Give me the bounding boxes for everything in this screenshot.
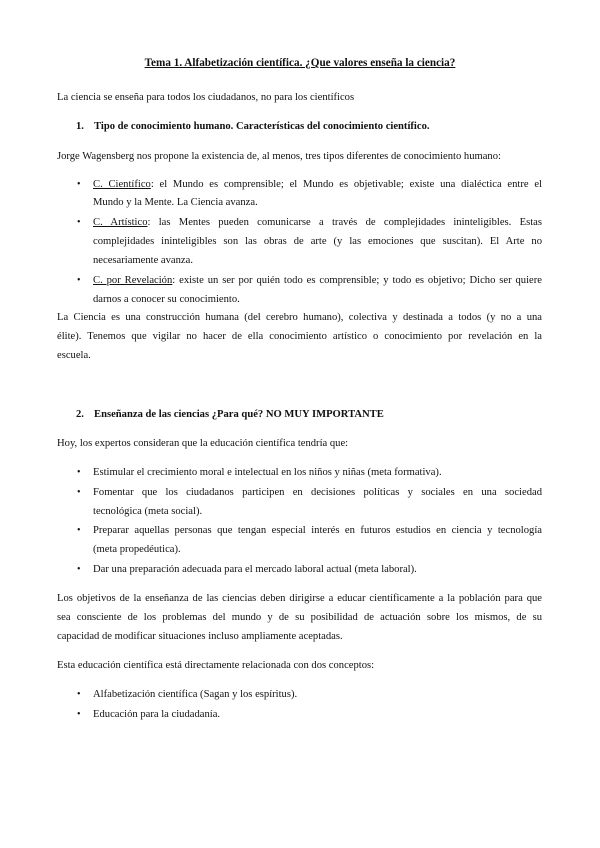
section-1-heading: Tipo de conocimiento humano. Características del conocimiento científico. — [94, 121, 430, 132]
knowledge-text: : el Mundo es comprensible; el Mundo es objetivable; existe una dialéctica entre el — [150, 179, 542, 190]
bullet-icon: • — [77, 487, 81, 498]
bullet-icon: • — [77, 179, 81, 190]
knowledge-text: : existe un ser por quién todo es comprensible; y todo es objetivo; Dicho ser quiere — [172, 275, 542, 286]
section-2-number: 2. — [76, 409, 84, 420]
section-1-intro: Jorge Wagensberg nos propone la existencia de, al menos, tres tipos diferentes de conocimiento humano: — [57, 151, 501, 162]
intro-text: La ciencia se enseña para todos los ciudadanos, no para los científicos — [57, 92, 355, 103]
goal-item: Fomentar que los ciudadanos participen en decisiones políticas y sociales en una sociedad — [93, 487, 542, 498]
knowledge-text-line: Mundo y la Mente. La Ciencia avanza. — [93, 197, 258, 208]
bullet-icon: • — [77, 217, 81, 228]
concept-item: Educación para la ciudadanía. — [93, 709, 221, 720]
concept-item: Alfabetización científica (Sagan y los espíritus). — [93, 689, 298, 700]
knowledge-term: C. Artístico — [93, 217, 148, 228]
knowledge-text-line: complejidades ininteligibles son las obras de arte (y las emociones que suscitan). El Arte no — [93, 236, 542, 247]
page-title: Tema 1. Alfabetización científica. ¿Que valores enseña la ciencia? — [144, 57, 456, 69]
knowledge-item-artistic — [93, 216, 542, 229]
section-2-paragraph-line: capacidad de modificar situaciones incluso ampliamente aceptadas. — [57, 631, 343, 642]
section-1-paragraph-line: escuela. — [57, 350, 91, 361]
section-2-paragraph-line: Los objetivos de la enseñanza de las ciencias deben dirigirse a educar científicamente a la población para que — [57, 593, 542, 604]
section-2-intro: Hoy, los expertos consideran que la educación científica tendría que: — [57, 438, 349, 449]
goal-item: Estimular el crecimiento moral e intelectual en los niños y niñas (meta formativa). — [93, 467, 442, 478]
knowledge-item-revelation — [93, 274, 542, 287]
knowledge-text: : las Mentes pueden comunicarse a través de complejidades ininteligibles. Estas — [147, 217, 542, 228]
goal-item: Dar una preparación adecuada para el mercado laboral actual (meta laboral). — [93, 564, 417, 575]
goal-item-line: (meta propedéutica). — [93, 544, 181, 555]
bullet-icon: • — [77, 689, 81, 700]
bullet-icon: • — [77, 709, 81, 720]
knowledge-item-scientific — [93, 178, 542, 191]
knowledge-term: C. por Revelación — [93, 275, 173, 286]
section-1-number: 1. — [76, 121, 84, 132]
bullet-icon: • — [77, 564, 81, 575]
bullet-icon: • — [77, 525, 81, 536]
section-2-paragraph-line: sea consciente de los problemas del mundo y de su posibilidad de actuación sobre los mismos, de su — [57, 612, 542, 623]
bullet-icon: • — [77, 467, 81, 478]
goal-item: Preparar aquellas personas que tengan especial interés en futuros estudios en ciencia y tecnología — [93, 525, 542, 536]
section-1-paragraph-line: élite). Tenemos que vigilar no hacer de ella conocimiento artístico o conocimiento por revelación en la — [57, 331, 542, 342]
bullet-icon: • — [77, 275, 81, 286]
knowledge-term: C. Científico — [93, 179, 151, 190]
section-1-paragraph-line: La Ciencia es una construcción humana (del cerebro humano), colectiva y destinada a todos (y no a una — [57, 312, 542, 323]
section-2-intro-concepts: Esta educación científica está directamente relacionada con dos conceptos: — [57, 660, 375, 671]
section-2-heading: Enseñanza de las ciencias ¿Para qué? NO MUY IMPORTANTE — [94, 409, 384, 420]
knowledge-text-line: necesariamente avanza. — [93, 255, 193, 266]
goal-item-line: tecnológica (meta social). — [93, 506, 203, 517]
knowledge-text-line: darnos a conocer su conocimiento. — [93, 294, 240, 305]
